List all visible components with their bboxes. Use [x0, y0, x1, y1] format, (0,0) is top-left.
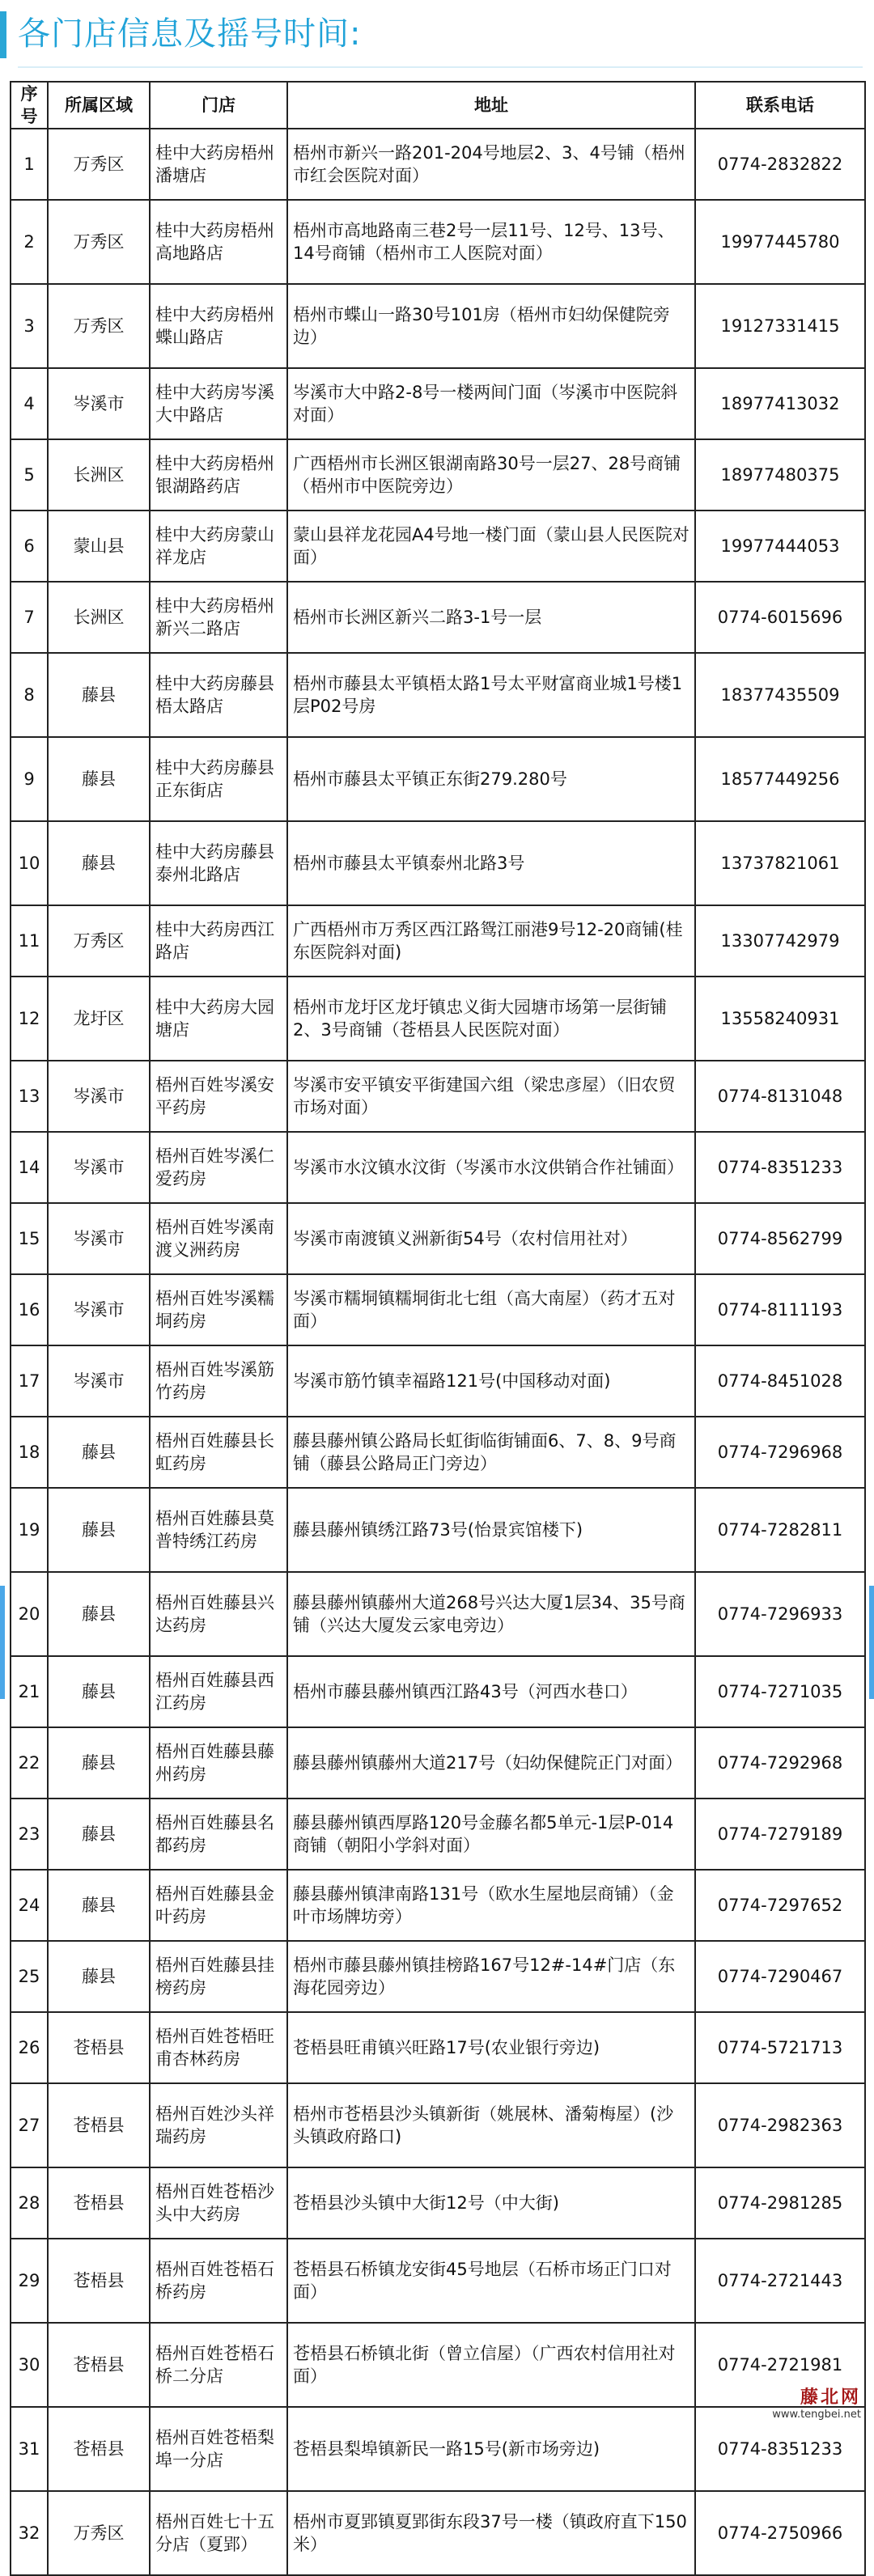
row-store: 桂中大药房梧州银湖路药店 [150, 439, 287, 511]
row-phone: 0774-2750966 [695, 2491, 865, 2575]
table-row [11, 200, 865, 284]
row-address: 梧州市藤县藤州镇西江路43号（河西水巷口） [287, 1656, 695, 1727]
table-row [11, 1488, 865, 1572]
row-number: 1 [11, 129, 48, 200]
table-row [11, 582, 865, 653]
header-divider [18, 66, 863, 68]
row-phone: 0774-6015696 [695, 582, 865, 653]
row-phone: 18577449256 [695, 737, 865, 821]
row-phone: 0774-2982363 [695, 2083, 865, 2167]
row-phone: 0774-7290467 [695, 1941, 865, 2012]
row-area: 岑溪市 [48, 1345, 150, 1417]
row-number: 15 [11, 1203, 48, 1274]
watermark-url: www.tengbei.net [772, 2409, 861, 2421]
row-number: 4 [11, 368, 48, 439]
row-phone: 0774-7279189 [695, 1799, 865, 1870]
row-area: 岑溪市 [48, 1061, 150, 1132]
header-store: 门店 [150, 82, 287, 129]
row-store: 梧州百姓岑溪安平药房 [150, 1061, 287, 1132]
row-store: 梧州百姓藤县名都药房 [150, 1799, 287, 1870]
row-store: 梧州百姓藤县西江药房 [150, 1656, 287, 1727]
row-area: 藤县 [48, 737, 150, 821]
table-row [11, 1727, 865, 1799]
row-address: 广西梧州市长洲区银湖南路30号一层27、28号商铺（梧州市中医院旁边） [287, 439, 695, 511]
row-store: 桂中大药房梧州新兴二路店 [150, 582, 287, 653]
row-store: 桂中大药房藤县梧太路店 [150, 653, 287, 737]
row-store: 梧州百姓藤县莫普特绣江药房 [150, 1488, 287, 1572]
row-phone: 0774-7282811 [695, 1488, 865, 1572]
watermark [772, 2383, 861, 2421]
row-address: 梧州市新兴一路201-204号地层2、3、4号铺（梧州市红会医院对面） [287, 129, 695, 200]
row-area: 藤县 [48, 1572, 150, 1656]
row-phone: 13307742979 [695, 905, 865, 977]
row-area: 岑溪市 [48, 368, 150, 439]
row-area: 万秀区 [48, 905, 150, 977]
row-number: 26 [11, 2012, 48, 2083]
row-store: 桂中大药房藤县泰州北路店 [150, 821, 287, 905]
store-table [10, 81, 866, 2576]
row-store: 桂中大药房大园塘店 [150, 977, 287, 1061]
table-row [11, 1132, 865, 1203]
table-row [11, 2323, 865, 2407]
table-row [11, 2167, 865, 2239]
row-store: 梧州百姓藤县金叶药房 [150, 1870, 287, 1941]
row-store: 梧州百姓苍梧梨埠一分店 [150, 2407, 287, 2491]
row-area: 长洲区 [48, 582, 150, 653]
row-number: 31 [11, 2407, 48, 2491]
row-area: 苍梧县 [48, 2407, 150, 2491]
row-number: 21 [11, 1656, 48, 1727]
row-address: 梧州市藤县太平镇正东街279.280号 [287, 737, 695, 821]
row-phone: 0774-8351233 [695, 2407, 865, 2491]
table-header-row [11, 82, 865, 129]
row-number: 28 [11, 2167, 48, 2239]
page-title: 各门店信息及摇号时间: [18, 15, 362, 53]
row-area: 藤县 [48, 1870, 150, 1941]
table-row [11, 821, 865, 905]
row-phone: 19977444053 [695, 511, 865, 582]
row-area: 长洲区 [48, 439, 150, 511]
row-number: 19 [11, 1488, 48, 1572]
table-row [11, 905, 865, 977]
row-address: 藤县藤州镇津南路131号（欧水生屋地层商铺）（金叶市场牌坊旁） [287, 1870, 695, 1941]
left-edge-marker [0, 1586, 5, 1699]
row-phone: 18377435509 [695, 653, 865, 737]
row-store: 桂中大药房梧州潘塘店 [150, 129, 287, 200]
row-phone: 0774-5721713 [695, 2012, 865, 2083]
row-number: 30 [11, 2323, 48, 2407]
row-area: 苍梧县 [48, 2012, 150, 2083]
row-address: 梧州市藤县太平镇梧太路1号太平财富商业城1号楼1层P02号房 [287, 653, 695, 737]
row-phone: 0774-8111193 [695, 1274, 865, 1345]
row-area: 藤县 [48, 1941, 150, 2012]
row-number: 14 [11, 1132, 48, 1203]
row-address: 岑溪市大中路2-8号一楼两间门面（岑溪市中医院斜对面） [287, 368, 695, 439]
row-store: 梧州百姓岑溪南渡义洲药房 [150, 1203, 287, 1274]
table-row [11, 284, 865, 368]
row-address: 梧州市夏郢镇夏郢街东段37号一楼（镇政府直下150米） [287, 2491, 695, 2575]
table-row [11, 653, 865, 737]
row-phone: 0774-7297652 [695, 1870, 865, 1941]
table-row [11, 1061, 865, 1132]
row-number: 23 [11, 1799, 48, 1870]
row-area: 藤县 [48, 821, 150, 905]
row-area: 苍梧县 [48, 2323, 150, 2407]
row-store: 梧州百姓七十五分店（夏郢） [150, 2491, 287, 2575]
row-phone: 0774-7292968 [695, 1727, 865, 1799]
row-phone: 0774-7271035 [695, 1656, 865, 1727]
table-row [11, 2491, 865, 2575]
row-store: 梧州百姓苍梧旺甫杏林药房 [150, 2012, 287, 2083]
row-store: 桂中大药房蒙山祥龙店 [150, 511, 287, 582]
row-address: 苍梧县石桥镇北街（曾立信屋）（广西农村信用社对面） [287, 2323, 695, 2407]
watermark-logo: 藤北网 [800, 2387, 861, 2408]
row-area: 万秀区 [48, 2491, 150, 2575]
row-area: 蒙山县 [48, 511, 150, 582]
row-area: 藤县 [48, 1656, 150, 1727]
row-phone: 0774-2832822 [695, 129, 865, 200]
row-phone: 0774-8131048 [695, 1061, 865, 1132]
row-number: 16 [11, 1274, 48, 1345]
table-row [11, 1656, 865, 1727]
row-phone: 18977480375 [695, 439, 865, 511]
row-store: 梧州百姓苍梧石桥二分店 [150, 2323, 287, 2407]
table-row [11, 1274, 865, 1345]
row-address: 藤县藤州镇藤州大道268号兴达大厦1层34、35号商铺（兴达大厦发云家电旁边） [287, 1572, 695, 1656]
table-body [11, 129, 865, 2575]
row-number: 8 [11, 653, 48, 737]
row-number: 22 [11, 1727, 48, 1799]
row-store: 梧州百姓藤县藤州药房 [150, 1727, 287, 1799]
row-area: 藤县 [48, 1488, 150, 1572]
table-row [11, 1941, 865, 2012]
row-address: 岑溪市水汶镇水汶街（岑溪市水汶供销合作社铺面） [287, 1132, 695, 1203]
row-area: 藤县 [48, 1417, 150, 1488]
row-address: 岑溪市南渡镇义洲新街54号（农村信用社对） [287, 1203, 695, 1274]
table-row [11, 368, 865, 439]
table-row [11, 1572, 865, 1656]
table-row [11, 737, 865, 821]
row-area: 岑溪市 [48, 1203, 150, 1274]
row-number: 13 [11, 1061, 48, 1132]
row-phone: 0774-2721443 [695, 2239, 865, 2323]
row-number: 24 [11, 1870, 48, 1941]
table-row [11, 1799, 865, 1870]
page-header [0, 0, 874, 68]
row-store: 梧州百姓藤县挂榜药房 [150, 1941, 287, 2012]
row-number: 2 [11, 200, 48, 284]
row-address: 梧州市蝶山一路30号101房（梧州市妇幼保健院旁边） [287, 284, 695, 368]
row-phone: 0774-2981285 [695, 2167, 865, 2239]
row-store: 桂中大药房藤县正东街店 [150, 737, 287, 821]
row-number: 17 [11, 1345, 48, 1417]
row-number: 18 [11, 1417, 48, 1488]
row-address: 蒙山县祥龙花园A4号地一楼门面（蒙山县人民医院对面） [287, 511, 695, 582]
row-phone: 19977445780 [695, 200, 865, 284]
row-number: 25 [11, 1941, 48, 2012]
row-address: 苍梧县石桥镇龙安街45号地层（石桥市场正门口对面） [287, 2239, 695, 2323]
row-store: 梧州百姓苍梧石桥药房 [150, 2239, 287, 2323]
table-row [11, 1203, 865, 1274]
row-area: 藤县 [48, 1727, 150, 1799]
row-address: 藤县藤州镇绣江路73号(怡景宾馆楼下) [287, 1488, 695, 1572]
row-phone: 19127331415 [695, 284, 865, 368]
table-row [11, 129, 865, 200]
header-area: 所属区域 [48, 82, 150, 129]
row-area: 万秀区 [48, 284, 150, 368]
row-number: 27 [11, 2083, 48, 2167]
row-store: 桂中大药房岑溪大中路店 [150, 368, 287, 439]
table-row [11, 2239, 865, 2323]
row-address: 藤县藤州镇西厚路120号金藤名都5单元-1层P-014商铺（朝阳小学斜对面） [287, 1799, 695, 1870]
row-area: 藤县 [48, 653, 150, 737]
row-area: 岑溪市 [48, 1132, 150, 1203]
row-number: 9 [11, 737, 48, 821]
row-number: 6 [11, 511, 48, 582]
row-address: 梧州市藤县太平镇泰州北路3号 [287, 821, 695, 905]
row-store: 桂中大药房梧州蝶山路店 [150, 284, 287, 368]
row-area: 岑溪市 [48, 1274, 150, 1345]
row-address: 苍梧县旺甫镇兴旺路17号(农业银行旁边) [287, 2012, 695, 2083]
right-edge-marker [869, 1586, 874, 1699]
row-address: 梧州市龙圩区龙圩镇忠义街大园塘市场第一层街铺2、3号商铺（苍梧县人民医院对面） [287, 977, 695, 1061]
row-phone: 0774-8351233 [695, 1132, 865, 1203]
row-address: 苍梧县梨埠镇新民一路15号(新市场旁边) [287, 2407, 695, 2491]
header-address: 地址 [287, 82, 695, 129]
row-store: 梧州百姓藤县兴达药房 [150, 1572, 287, 1656]
row-area: 万秀区 [48, 129, 150, 200]
row-phone: 13558240931 [695, 977, 865, 1061]
header-no: 序号 [11, 82, 48, 129]
row-number: 12 [11, 977, 48, 1061]
table-row [11, 2083, 865, 2167]
row-phone: 0774-8562799 [695, 1203, 865, 1274]
table-row [11, 439, 865, 511]
row-address: 藤县藤州镇公路局长虹街临街铺面6、7、8、9号商铺（藤县公路局正门旁边） [287, 1417, 695, 1488]
row-address: 岑溪市糯垌镇糯垌街北七组（高大南屋）（药才五对面） [287, 1274, 695, 1345]
table-row [11, 2407, 865, 2491]
row-store: 梧州百姓岑溪糯垌药房 [150, 1274, 287, 1345]
row-number: 11 [11, 905, 48, 977]
row-address: 梧州市高地路南三巷2号一层11号、12号、13号、14号商铺（梧州市工人医院对面） [287, 200, 695, 284]
row-phone: 0774-2721981 [695, 2323, 865, 2407]
row-address: 梧州市藤县藤州镇挂榜路167号12#-14#门店（东海花园旁边） [287, 1941, 695, 2012]
table-row [11, 1870, 865, 1941]
table-row [11, 1345, 865, 1417]
row-store: 梧州百姓藤县长虹药房 [150, 1417, 287, 1488]
row-phone: 0774-8451028 [695, 1345, 865, 1417]
table-row [11, 977, 865, 1061]
row-store: 桂中大药房梧州高地路店 [150, 200, 287, 284]
row-address: 藤县藤州镇藤州大道217号（妇幼保健院正门对面） [287, 1727, 695, 1799]
row-address: 岑溪市筋竹镇幸福路121号(中国移动对面) [287, 1345, 695, 1417]
row-store: 桂中大药房西江路店 [150, 905, 287, 977]
row-area: 藤县 [48, 1799, 150, 1870]
row-store: 梧州百姓岑溪筋竹药房 [150, 1345, 287, 1417]
row-address: 广西梧州市万秀区西江路鸳江丽港9号12-20商铺(桂东医院斜对面) [287, 905, 695, 977]
row-phone: 13737821061 [695, 821, 865, 905]
row-number: 5 [11, 439, 48, 511]
row-address: 岑溪市安平镇安平街建国六组（梁忠彦屋）（旧农贸市场对面） [287, 1061, 695, 1132]
accent-bar [0, 11, 6, 58]
row-number: 7 [11, 582, 48, 653]
row-store: 梧州百姓岑溪仁爱药房 [150, 1132, 287, 1203]
row-phone: 0774-7296968 [695, 1417, 865, 1488]
row-address: 梧州市苍梧县沙头镇新街（姚展林、潘菊梅屋）(沙头镇政府路口) [287, 2083, 695, 2167]
row-phone: 0774-7296933 [695, 1572, 865, 1656]
row-address: 梧州市长洲区新兴二路3-1号一层 [287, 582, 695, 653]
row-area: 万秀区 [48, 200, 150, 284]
row-number: 32 [11, 2491, 48, 2575]
table-row [11, 1417, 865, 1488]
table-row [11, 2012, 865, 2083]
row-phone: 18977413032 [695, 368, 865, 439]
row-area: 苍梧县 [48, 2239, 150, 2323]
row-number: 10 [11, 821, 48, 905]
header-phone: 联系电话 [695, 82, 865, 129]
row-number: 3 [11, 284, 48, 368]
table-row [11, 511, 865, 582]
row-store: 梧州百姓沙头祥瑞药房 [150, 2083, 287, 2167]
row-store: 梧州百姓苍梧沙头中大药房 [150, 2167, 287, 2239]
row-address: 苍梧县沙头镇中大街12号（中大街) [287, 2167, 695, 2239]
row-number: 20 [11, 1572, 48, 1656]
row-area: 苍梧县 [48, 2083, 150, 2167]
row-area: 龙圩区 [48, 977, 150, 1061]
row-area: 苍梧县 [48, 2167, 150, 2239]
row-number: 29 [11, 2239, 48, 2323]
